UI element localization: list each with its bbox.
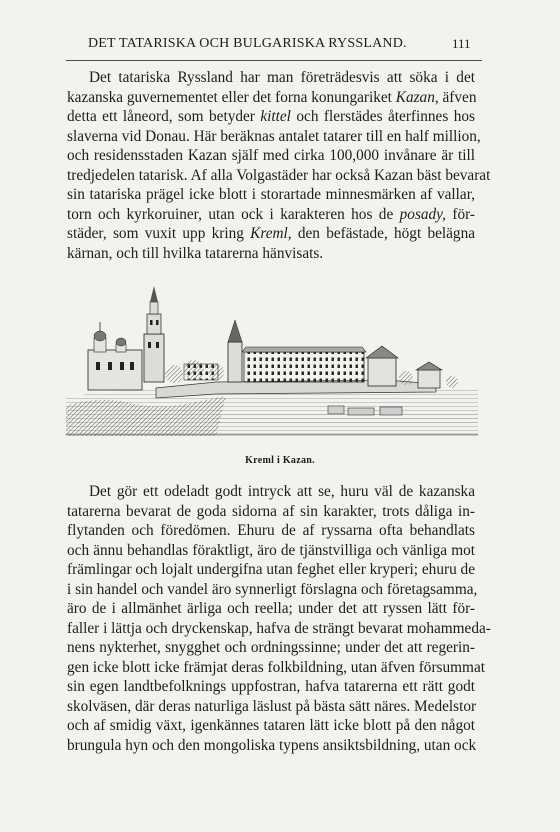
text-line: äro de i allmänhet ärliga och reella; under det att ryssen lätt för- (67, 600, 475, 617)
text-line: kärnan, och till hvilka tatarerna hänvisats. (67, 244, 324, 262)
text-line: kazanska guvernementet eller det forna konungariket Kazan, äfven (67, 88, 477, 106)
figure-caption: Kreml i Kazan. (245, 455, 315, 466)
text-line: detta ett låneord, som betyder kittel och flerstädes återfinnes hos (67, 108, 475, 125)
page-header (0, 36, 560, 56)
paragraph-1 (67, 68, 491, 263)
text-line: främlingar och lojalt undergifna utan feghet eller kryperi; ehuru de (67, 561, 475, 578)
header-rule (66, 60, 482, 61)
text-line: brungula hyn och den mongoliska typens ansiktsbildning, utan ock (67, 736, 477, 754)
text-line: sin egen landtbefolknings uppfostran, hafva tatarerna ett rätt godt (67, 678, 475, 695)
page-number: 111 (452, 36, 471, 51)
text-line: tredjedelen tatarisk. Af alla Volgastäder har också Kazan bäst bevarat (67, 166, 491, 184)
text-line: och af smidig växt, igenkännes tataren lätt icke blott på den något (67, 717, 475, 734)
text-line: sin tatariska prägel icke blott i storartade minnesmärken af vallar, (67, 186, 475, 203)
text-line: flytanden och föredömen. Ehuru de af ryssarna ofta behandlats (67, 522, 475, 539)
text-line: och ännu behandlas föraktligt, äro de tjänstvilliga och vänliga mot (67, 541, 475, 559)
text-line: Det gör ett odeladt godt intryck att se, huru väl de kazanska (89, 483, 475, 500)
text-line: städer, som vuxit upp kring Kreml, den befästade, högt belägna (67, 225, 476, 242)
text-line: i sin handel och vandel äro synnerligt förslagna och företagsamma, (67, 580, 478, 598)
text-line: tatarerna bevarat de goda sidorna af sin karakter, trots dåliga in- (67, 502, 475, 520)
text-line: och residensstaden Kazan själf med cirka 100,000 invånare är till (67, 147, 475, 164)
text-line: Det tatariska Ryssland har man företrädesvis att söka i det (89, 69, 475, 86)
kremlin-engraving (66, 286, 478, 436)
text-line: slaverna vid Donau. Här beräknas antalet tatarer till en half million, (67, 127, 481, 145)
running-title: DET TATARISKA OCH BULGARISKA RYSSLAND. (88, 36, 407, 51)
text-line: gen icke blott icke främjat deras folkbildning, utan äfven försummat (67, 658, 485, 676)
text-line: skolväsen, där deras naturliga läslust på bästa sätt näres. Medelstor (67, 697, 477, 715)
text-line: torn och kyrkoruiner, utan ock i karakteren hos de posady, för- (67, 205, 475, 223)
text-line: nens nykterhet, snygghet och ordningssinne; under det att regerin- (67, 639, 475, 656)
text-line: faller i lättja och dryckenskap, hafva de strängt bevarat mohammeda- (67, 619, 491, 637)
paragraph-2 (67, 482, 491, 755)
